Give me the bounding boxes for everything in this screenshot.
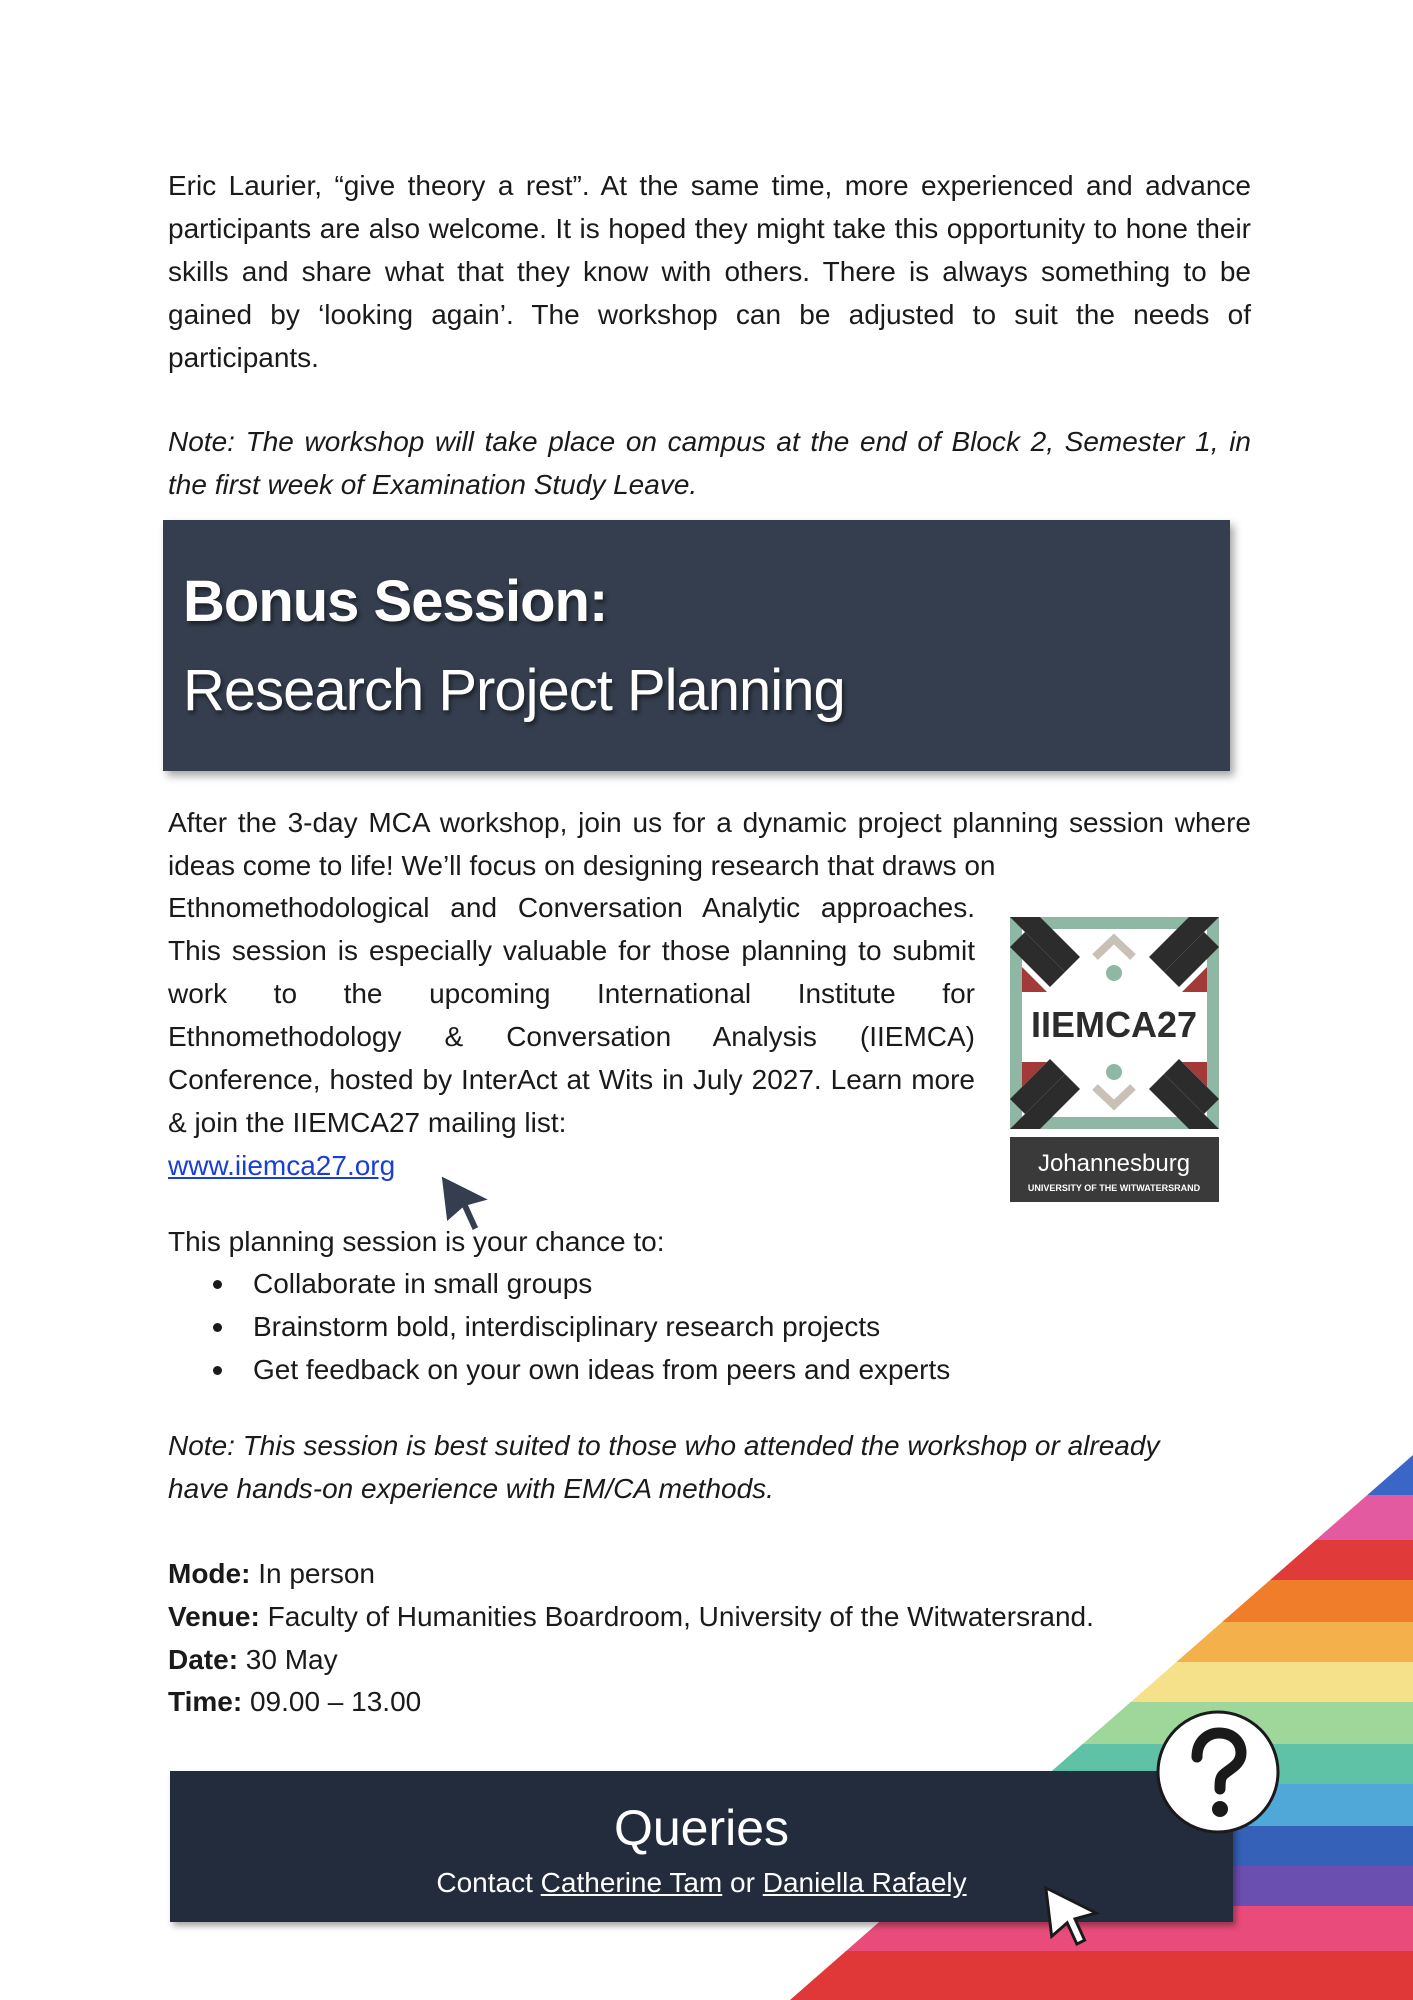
contact-daniella-link[interactable]: Daniella Rafaely: [762, 1867, 967, 1898]
logo-name: IIEMCA27: [1030, 1004, 1198, 1045]
session-paragraph-text: Ethnomethodological and Conversation Analytic approaches. This session is especially valuable for those planning to submit work to the upcoming International Institute for Ethnomethodology & Conversation Analysis (IIEMCA) Conference, hosted by InterAct at Wits in July 2027. Learn more & join the IIEMCA27 mailing list:: [168, 892, 975, 1138]
list-item: Collaborate in small groups: [168, 1262, 950, 1305]
workshop-note: Note: The workshop will take place on campus at the end of Block 2, Semester 1, in the first week of Examination Study Leave.: [168, 426, 1251, 500]
list-item: Brainstorm bold, interdisciplinary research projects: [168, 1305, 950, 1348]
detail-time: Time: 09.00 – 13.00: [168, 1686, 422, 1717]
planning-note: Note: This session is best suited to those who attended the workshop or already have hands-on experience with EM/CA methods.: [168, 1430, 1160, 1504]
iiemca27-link[interactable]: www.iiemca27.org: [168, 1150, 396, 1181]
planning-intro: This planning session is your chance to:: [168, 1226, 665, 1257]
logo-university: UNIVERSITY OF THE WITWATERSRAND: [1027, 1183, 1201, 1193]
session-paragraph-body: [168, 886, 975, 1187]
logo-city: Johannesburg: [1037, 1150, 1191, 1177]
bonus-session-banner: [163, 520, 1230, 771]
intro-paragraph: Eric Laurier, “give theory a rest”. At the same time, more experienced and advance participants are also welcome. It is hoped they might take this opportunity to hone their skills and share what that they know with others. There is always something to be gained by ‘looking again’. The workshop can be adjusted to suit the needs of participants.: [168, 170, 1251, 373]
detail-mode: Mode: In person: [168, 1558, 375, 1589]
iiemca27-logo: [1010, 917, 1219, 1202]
session-paragraph-lead: After the 3-day MCA workshop, join us for a dynamic project planning session where ideas come to life! We’ll focus on designing research that draws on: [168, 807, 1251, 881]
detail-venue: Venue: Faculty of Humanities Boardroom, University of the Witwatersrand.: [168, 1601, 1094, 1632]
queries-title: Queries: [613, 1800, 790, 1856]
banner-title: Bonus Session:: [183, 569, 608, 634]
question-mark-icon: [1155, 1709, 1281, 1835]
planning-list: [168, 1262, 950, 1391]
banner-subtitle: Research Project Planning: [183, 658, 845, 723]
list-item: Get feedback on your own ideas from peers and experts: [168, 1348, 950, 1391]
contact-catherine-link[interactable]: Catherine Tam: [540, 1867, 723, 1898]
queries-contact: Contact Catherine Tam or Daniella Rafaely: [436, 1867, 967, 1898]
cursor-icon: [1042, 1884, 1104, 1946]
detail-date: Date: 30 May: [168, 1644, 338, 1675]
